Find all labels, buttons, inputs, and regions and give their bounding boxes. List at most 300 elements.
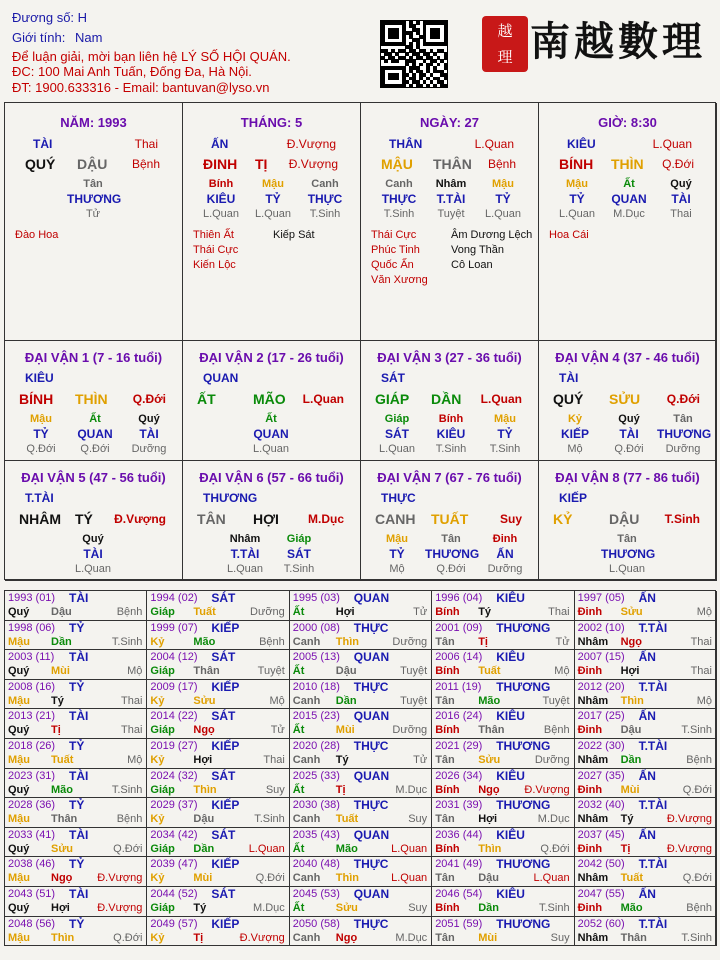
hidden-ten-god: KIÊU [206,192,236,206]
contact-line-3[interactable]: ĐT: 1900.633316 - Email: bantuvan@lyso.vn [12,80,270,95]
annual-cell [5,798,147,828]
annual-branch: Ngọ [620,635,642,648]
annual-branch: Mùi [478,931,498,944]
hidden-stem: Mậu [566,178,588,190]
annual-stage: Đ.Vượng [666,842,712,855]
hidden-stem: Mậu [492,178,514,190]
annual-ten-god: T.TÀI [638,857,668,872]
annual-stem: Nhâm [577,754,609,766]
major-luck-panel [539,341,717,461]
annual-cell [432,798,574,828]
growth-stage: Q.Đới [662,157,694,171]
annual-stem: Kỷ [150,754,165,766]
hidden-stem: Tân [617,533,637,545]
annual-stage: Suy [265,783,285,796]
annual-year: 2044 (52) [150,888,198,900]
annual-stage: T.Sinh [254,813,285,826]
hidden-stem: Mậu [30,413,52,425]
annual-ten-god: TỶ [69,739,85,753]
earthly-branch: DẦN [431,391,462,407]
shensha-item: Thiên Ất [193,229,234,241]
annual-stage: Q.Đới [113,931,143,944]
annual-year: 2034 (42) [150,828,198,841]
hidden-stage: L.Quan [202,208,240,220]
annual-cell [575,739,717,769]
annual-stage: T.Sinh [681,724,712,737]
annual-stage: Q.Đới [682,872,712,885]
annual-stem: Bính [435,724,460,737]
earthly-branch: HỢI [253,511,279,527]
annual-cell [432,769,574,799]
annual-year: 2037 (45) [577,828,625,841]
annual-stage: T.Sinh [539,902,570,914]
shensha-item: Phúc Tinh [371,244,420,256]
annual-stage: Thai [548,606,570,618]
hidden-ten-god: TÀI [619,427,639,441]
annual-branch: Tuất [335,813,359,826]
logo-calligraphy: 南越數理 [530,18,706,65]
annual-cell [575,680,717,710]
annual-luck-table [4,590,716,946]
annual-branch: Dậu [335,665,357,678]
ten-god-label: KIÊU [25,371,54,385]
seal-char: 越 [497,22,513,40]
annual-year: 2032 (40) [577,799,625,812]
annual-ten-god: KIÊU [496,591,525,605]
growth-stage: L.Quan [302,392,344,406]
annual-stage: Q.Đới [540,842,570,855]
annual-cell [432,591,574,621]
qr-module [437,63,441,67]
annual-branch: Tị [335,783,346,796]
annual-stage: Bệnh [543,724,570,737]
annual-cell [290,650,432,680]
annual-stem: Kỷ [150,931,165,944]
annual-stem: Tân [435,754,455,766]
annual-branch: Tuất [478,665,501,678]
annual-stem: Canh [292,872,321,885]
annual-branch: Thìn [335,872,360,885]
annual-stem: Đinh [577,783,603,796]
annual-cell [147,769,289,799]
annual-stem: Quý [8,902,30,914]
annual-branch: Mão [335,842,358,855]
annual-branch: Thìn [193,783,217,796]
hidden-ten-god: T.TÀI [230,547,260,561]
shensha-item: Đào Hoa [15,229,59,241]
annual-cell [147,591,289,621]
hidden-ten-god: ẤN [496,547,514,561]
ten-god-label: KIÊU [567,137,596,151]
annual-year: 2016 (24) [435,710,483,723]
annual-branch: Dậu [193,813,215,826]
annual-stem: Tân [435,635,455,648]
annual-branch: Hợi [193,754,213,766]
hidden-stage: L.Quan [226,563,264,575]
annual-branch: Mão [193,635,216,648]
annual-branch: Dần [478,902,499,914]
hidden-ten-god: TỶ [265,192,281,206]
hidden-stage: Q.Đới [26,443,56,455]
annual-stage: Bệnh [116,813,143,826]
annual-year: 2017 (25) [577,710,625,723]
ten-god-label: SÁT [381,371,405,385]
annual-branch: Dần [620,754,642,766]
annual-ten-god: SÁT [211,591,236,605]
annual-year: 2013 (21) [8,710,56,723]
growth-stage: Suy [499,512,522,526]
annual-stage: Mộ [696,694,712,707]
annual-branch: Sửu [335,902,358,914]
growth-stage: Q.Đới [132,392,166,406]
annual-ten-god: SÁT [211,887,236,901]
heavenly-stem: BÍNH [559,156,594,172]
annual-branch: Ngọ [51,872,73,885]
growth-stage: Bệnh [131,157,160,171]
annual-cell [290,857,432,887]
qr-module [409,84,413,88]
annual-year: 2030 (38) [292,799,340,812]
annual-branch: Ngọ [335,931,358,944]
hidden-stem: Nhâm [435,178,467,190]
annual-year: 1994 (02) [150,592,198,604]
heavenly-stem: TÂN [197,511,226,527]
annual-branch: Mão [478,694,501,707]
annual-branch: Tị [51,724,61,737]
annual-ten-god: THƯƠNG [496,739,551,753]
major-luck-title: ĐẠI VẬN 4 (37 - 46 tuổi) [555,350,700,365]
annual-cell [147,917,289,947]
hidden-stage: Dưỡng [665,443,701,455]
annual-stage: Tử [270,724,285,737]
annual-branch: Ngọ [193,724,215,737]
annual-ten-god: KIÊU [496,709,525,724]
shensha-item: Cô Loan [451,259,493,271]
hidden-stem: Quý [618,413,640,425]
qr-module [416,21,420,25]
hidden-stage: L.Quan [254,208,292,220]
annual-cell [147,709,289,739]
stage-label: Thai [134,137,158,151]
annual-branch: Thân [51,813,78,826]
annual-branch: Mùi [193,872,213,885]
annual-stem: Mậu [8,931,30,944]
qr-module [444,42,448,46]
annual-stem: Đinh [577,665,603,678]
hidden-stage: Q.Đới [614,443,644,455]
annual-stage: Tuyệt [400,665,428,678]
annual-year: 1997 (05) [577,592,625,604]
earthly-branch: MÃO [253,391,286,407]
earthly-branch: SỬU [609,391,641,407]
heavenly-stem: ĐINH [203,156,238,172]
ten-god-label: KIẾP [559,491,588,505]
annual-stem: Bính [435,842,460,855]
annual-year: 2045 (53) [292,888,340,900]
pillar-title: THÁNG: 5 [240,115,303,130]
hidden-stem: Quý [82,533,104,545]
annual-stem: Quý [8,724,30,737]
ten-god-label: TÀI [559,371,579,385]
annual-year: 2038 (46) [8,858,56,871]
growth-stage: T.Sinh [664,512,700,526]
hidden-stage: Thai [670,208,692,220]
annual-stem: Tân [435,694,455,707]
annual-stage: Thai [690,665,712,678]
annual-stage: Tử [413,754,428,766]
annual-ten-god: QUAN [353,887,390,901]
annual-stem: Tân [435,813,455,826]
annual-year: 2006 (14) [435,651,483,664]
annual-year: 2035 (43) [292,828,340,841]
annual-stage: Bệnh [686,902,712,914]
ten-god-label: THƯƠNG [203,491,258,505]
annual-ten-god: KIÊU [496,887,525,901]
annual-cell [147,621,289,651]
annual-ten-god: ẤN [638,650,656,665]
annual-stage: M.Dục [253,902,285,914]
annual-stage: Thai [690,635,712,648]
annual-stage: L.Quan [533,872,570,885]
hidden-ten-god: THỰC [307,192,343,206]
annual-stage: Đ.Vượng [524,783,570,796]
annual-stage: T.Sinh [681,931,712,944]
annual-year: 2002 (10) [577,621,625,634]
major-luck-panel [361,341,539,461]
annual-cell [290,887,432,917]
ten-god-label: THÂN [389,137,423,151]
annual-branch: Thân [478,724,505,737]
annual-year: 2046 (54) [435,888,483,900]
major-luck-panel [361,461,539,581]
shensha-item: Thái Cực [371,229,417,241]
shensha-item: Kiếp Sát [273,229,315,241]
annual-stage: Đ.Vượng [666,813,712,826]
hidden-stem: Tân [83,178,103,190]
qr-module [384,59,388,63]
annual-year: 2009 (17) [150,680,198,693]
annual-year: 1999 (07) [150,621,198,634]
annual-ten-god: KIẾP [211,798,240,813]
major-luck-title: ĐẠI VẬN 2 (17 - 26 tuổi) [199,350,344,365]
annual-stem: Nhâm [577,694,609,707]
annual-year: 2003 (11) [8,651,55,664]
annual-cell [5,709,147,739]
qr-code-icon[interactable] [380,20,448,88]
annual-branch: Tý [478,606,492,618]
annual-ten-god: T.TÀI [638,679,668,694]
annual-branch: Tị [478,635,488,648]
annual-cell [432,621,574,651]
annual-branch: Sửu [620,606,643,618]
annual-stem: Quý [8,606,30,618]
annual-stage: Tuyệt [400,694,428,707]
hidden-stem: Giáp [286,533,312,545]
annual-year: 2042 (50) [577,858,625,871]
annual-stage: Bệnh [259,635,285,648]
major-luck-panel [5,341,183,461]
annual-cell [575,709,717,739]
qr-module [402,84,406,88]
annual-cell [290,709,432,739]
annual-stem: Mậu [8,813,30,826]
hidden-stage: Q.Đới [436,563,466,575]
annual-stage: M.Dục [537,813,570,826]
annual-ten-god: ẤN [638,827,656,842]
pillar-title: GIỜ: 8:30 [598,115,657,130]
annual-year: 2036 (44) [435,828,483,841]
hidden-stem: Ất [89,413,101,425]
qr-module [433,84,437,88]
annual-ten-god: KIẾP [211,857,240,872]
annual-ten-god: TỶ [69,620,85,635]
growth-stage: Bệnh [487,157,516,171]
annual-year: 2004 (12) [150,651,198,664]
annual-stem: Canh [292,931,321,944]
annual-stem: Tân [435,931,455,944]
shensha-item: Hoa Cái [549,229,589,241]
hidden-stem: Mậu [494,413,516,425]
hidden-stem: Tân [441,533,461,545]
hidden-ten-god: TÀI [139,427,159,441]
annual-branch: Mão [51,783,73,796]
hidden-stage: Mộ [389,563,405,575]
heavenly-stem: ẤT [197,391,216,407]
hidden-ten-god: TỶ [33,427,49,441]
annual-stage: Q.Đới [255,872,285,885]
annual-stem: Giáp [150,724,175,737]
heavenly-stem: KỶ [553,511,573,527]
contact-line-1: Để luận giải, mời bạn liên hệ LÝ SỐ HỘI QUÁN. [12,49,291,64]
hidden-ten-god: TÀI [671,192,691,206]
annual-ten-god: THỰC [353,857,389,872]
hidden-ten-god: TỶ [495,192,511,206]
hidden-stage: T.Sinh [283,563,315,575]
annual-stage: Tử [555,635,570,648]
annual-ten-god: KIẾP [211,679,240,694]
hidden-stage: T.Sinh [435,443,467,455]
annual-cell [432,917,574,947]
annual-stem: Ất [292,724,305,737]
annual-ten-god: T.TÀI [638,798,668,813]
hidden-ten-god: T.TÀI [436,192,466,206]
pillar-title: NGÀY: 27 [420,115,479,130]
annual-stem: Quý [8,665,30,678]
hidden-stage: L.Quan [74,563,112,575]
annual-stem: Đinh [577,902,603,914]
annual-year: 2041 (49) [435,858,483,871]
annual-cell [575,798,717,828]
annual-stage: Mộ [696,606,712,618]
hidden-stage: L.Quan [378,443,416,455]
seal-char: 理 [497,48,513,66]
annual-year: 2031 (39) [435,799,483,812]
annual-cell [432,857,574,887]
hidden-stage: T.Sinh [309,208,341,220]
growth-stage: L.Quan [480,392,522,406]
annual-branch: Thìn [478,842,502,855]
annual-cell [290,769,432,799]
annual-ten-god: TÀI [69,650,89,665]
hidden-stem: Nhâm [229,533,261,545]
qr-module [444,56,448,60]
annual-ten-god: TỶ [69,916,85,931]
annual-stem: Giáp [150,783,175,796]
annual-year: 2015 (23) [292,710,340,723]
hidden-stem: Mậu [262,178,284,190]
hidden-stem: Quý [138,413,160,425]
annual-branch: Mùi [51,665,70,678]
earthly-branch: THÌN [611,156,644,172]
annual-year: 2000 (08) [292,621,340,634]
annual-ten-god: T.TÀI [638,739,668,753]
hidden-stage: Tử [85,208,101,220]
hidden-stage: Mộ [567,443,583,455]
annual-stage: Thai [263,754,285,766]
annual-cell [290,798,432,828]
annual-branch: Tý [51,694,64,707]
hidden-stem: Canh [385,178,413,190]
annual-cell [147,828,289,858]
annual-cell [432,828,574,858]
annual-stem: Mậu [8,754,30,766]
annual-cell [575,857,717,887]
annual-branch: Tý [193,902,207,914]
gender-line: Giới tính: Nam [12,30,103,45]
pillar-panel [361,103,539,341]
annual-stem: Nhâm [577,931,609,944]
pillar-title: NĂM: 1993 [60,115,127,130]
annual-stem: Đinh [577,606,603,618]
hidden-stage: Q.Đới [80,443,110,455]
annual-stem: Mậu [8,635,30,648]
annual-cell [5,621,147,651]
hidden-ten-god: THƯƠNG [67,192,122,206]
annual-stem: Ất [292,665,305,678]
annual-year: 2001 (09) [435,621,483,634]
major-luck-panel [539,461,717,581]
hidden-ten-god: QUAN [77,427,113,441]
annual-ten-god: THỰC [353,620,389,635]
hidden-ten-god: KIÊU [436,427,466,441]
annual-stage: Thai [120,694,143,707]
annual-cell [432,709,574,739]
earthly-branch: THÂN [433,156,472,172]
annual-year: 2050 (58) [292,917,340,930]
annual-cell [575,917,717,947]
annual-stage: Dưỡng [392,635,428,648]
annual-cell [432,650,574,680]
annual-stem: Tân [435,872,455,885]
annual-year: 2052 (60) [577,917,625,930]
annual-year: 2019 (27) [150,740,198,752]
major-luck-title: ĐẠI VẬN 3 (27 - 36 tuổi) [377,350,522,365]
annual-year: 1995 (03) [292,592,340,604]
qr-module [419,63,423,67]
earthly-branch: THÌN [75,391,108,407]
hidden-ten-god: QUAN [611,192,647,206]
heavenly-stem: BÍNH [19,391,54,407]
annual-year: 2008 (16) [8,680,56,693]
annual-cell [5,591,147,621]
annual-cell [290,621,432,651]
annual-ten-god: QUAN [353,827,390,842]
annual-branch: Tý [620,813,634,826]
ten-god-label: QUAN [203,371,239,385]
annual-year: 2039 (47) [150,858,198,871]
annual-ten-god: SÁT [211,827,236,842]
annual-year: 2033 (41) [8,828,56,841]
